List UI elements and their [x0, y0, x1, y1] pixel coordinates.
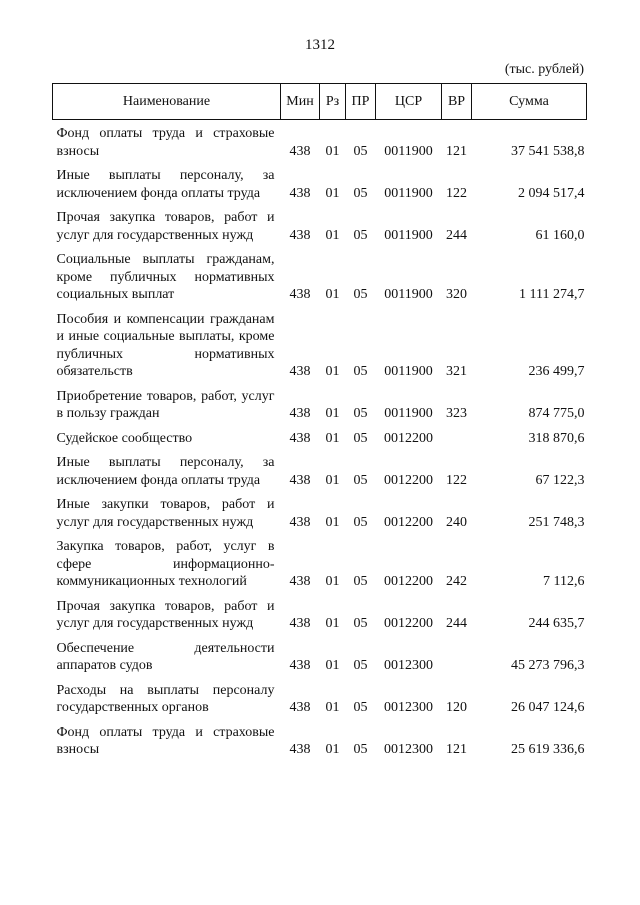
cell-pr: 05	[353, 364, 368, 379]
cell-vr: 244	[446, 227, 467, 243]
cell-min: 438	[289, 364, 311, 379]
cell-sum: 236 499,7	[528, 364, 585, 379]
table-row	[53, 679, 587, 721]
cell-rz: 01	[325, 227, 340, 243]
table-row	[53, 721, 587, 763]
header-rz: Рз	[320, 84, 346, 120]
cell-rz: 01	[325, 514, 340, 530]
cell-pr: 05	[353, 742, 368, 757]
cell-rz: 01	[325, 287, 340, 302]
table-row	[53, 595, 587, 637]
cell-min: 438	[289, 574, 311, 589]
cell-min: 438	[289, 514, 311, 530]
table-body	[53, 120, 587, 763]
cell-min: 438	[289, 472, 311, 488]
cell-pr: 05	[353, 287, 368, 302]
cell-vr: 121	[446, 143, 467, 159]
cell-pr: 05	[353, 472, 368, 488]
table-row	[53, 248, 587, 308]
cell-csr: 0012300	[384, 742, 433, 757]
cell-pr: 05	[353, 700, 368, 715]
cell-csr: 0011900	[384, 406, 433, 421]
table-row	[53, 308, 587, 385]
cell-min: 438	[289, 185, 311, 201]
cell-vr: 320	[446, 287, 467, 302]
cell-pr: 05	[353, 430, 368, 446]
cell-min: 438	[289, 742, 311, 757]
header-csr: ЦСР	[376, 84, 442, 120]
table-row	[53, 637, 587, 679]
cell-csr: 0012300	[384, 700, 433, 715]
cell-vr: 240	[446, 514, 467, 530]
cell-pr: 05	[353, 143, 368, 159]
header-row	[53, 84, 587, 120]
cell-rz: 01	[325, 143, 340, 159]
header-vr: ВР	[442, 84, 472, 120]
cell-sum: 251 748,3	[528, 514, 585, 530]
cell-min: 438	[289, 406, 311, 421]
cell-name: Закупка товаров, работ, услуг в сфере информационно-коммуникационных технологий	[56, 539, 275, 589]
cell-csr: 0011900	[384, 364, 433, 379]
cell-min: 438	[289, 700, 311, 715]
cell-sum: 45 273 796,3	[511, 658, 585, 673]
cell-vr: 121	[446, 742, 467, 757]
cell-name: Иные выплаты персоналу, за исключением фонда оплаты труда	[56, 455, 275, 488]
cell-pr: 05	[353, 616, 368, 631]
cell-name: Прочая закупка товаров, работ и услуг для государственных нужд	[56, 598, 275, 631]
header-sum: Сумма	[472, 84, 587, 120]
cell-csr: 0011900	[384, 227, 433, 243]
cell-sum: 1 111 274,7	[519, 287, 585, 302]
cell-vr: 323	[446, 406, 467, 421]
cell-sum: 67 122,3	[535, 472, 585, 488]
cell-pr: 05	[353, 658, 368, 673]
cell-vr: 242	[446, 574, 467, 589]
table-row	[53, 451, 587, 493]
header-name: Наименование	[53, 84, 281, 120]
cell-csr: 0012200	[384, 472, 433, 488]
cell-pr: 05	[353, 574, 368, 589]
cell-sum: 2 094 517,4	[518, 185, 585, 201]
cell-vr: 321	[446, 364, 467, 379]
header-pr: ПР	[346, 84, 376, 120]
table-row	[53, 164, 587, 206]
cell-csr: 0011900	[384, 287, 433, 302]
table-header	[53, 84, 587, 120]
cell-rz: 01	[325, 430, 340, 446]
table-row	[53, 206, 587, 248]
budget-table	[52, 83, 587, 763]
table-row	[53, 385, 587, 427]
cell-vr	[442, 427, 472, 452]
cell-min: 438	[289, 287, 311, 302]
cell-sum: 874 775,0	[528, 406, 585, 421]
cell-pr: 05	[353, 514, 368, 530]
cell-min: 438	[289, 227, 311, 243]
cell-sum: 61 160,0	[535, 227, 585, 243]
cell-csr: 0012200	[384, 514, 433, 530]
header-min: Мин	[281, 84, 320, 120]
cell-pr: 05	[353, 227, 368, 243]
cell-csr: 0011900	[384, 143, 433, 159]
cell-min: 438	[289, 430, 311, 446]
cell-sum: 244 635,7	[528, 616, 585, 631]
cell-name: Фонд оплаты труда и страховые взносы	[56, 126, 275, 159]
page-number: 1312	[305, 37, 335, 53]
cell-min: 438	[289, 658, 311, 673]
cell-csr: 0012300	[384, 658, 433, 673]
cell-min: 438	[289, 616, 311, 631]
cell-vr: 122	[446, 185, 467, 201]
cell-vr	[442, 637, 472, 679]
table-row	[53, 493, 587, 535]
cell-name: Фонд оплаты труда и страховые взносы	[56, 724, 275, 757]
cell-rz: 01	[325, 742, 340, 757]
units-label: (тыс. рублей)	[504, 62, 584, 77]
cell-sum: 26 047 124,6	[511, 700, 585, 715]
cell-name: Социальные выплаты гражданам, кроме публичных нормативных социальных выплат	[56, 252, 275, 302]
table-row	[53, 535, 587, 595]
cell-csr: 0012200	[384, 574, 433, 589]
cell-sum: 37 541 538,8	[511, 143, 585, 159]
cell-vr: 122	[446, 472, 467, 488]
table-row	[53, 120, 587, 165]
cell-csr: 0012200	[384, 616, 433, 631]
cell-sum: 25 619 336,6	[511, 742, 585, 757]
cell-sum: 318 870,6	[528, 430, 585, 446]
cell-pr: 05	[353, 185, 368, 201]
cell-sum: 7 112,6	[543, 574, 585, 589]
cell-csr: 0011900	[384, 185, 433, 201]
cell-vr: 120	[446, 700, 467, 715]
cell-name: Судейское сообщество	[56, 430, 193, 446]
cell-pr: 05	[353, 406, 368, 421]
cell-rz: 01	[325, 658, 340, 673]
cell-rz: 01	[325, 406, 340, 421]
cell-rz: 01	[325, 574, 340, 589]
cell-min: 438	[289, 143, 311, 159]
cell-vr: 244	[446, 616, 467, 631]
cell-rz: 01	[325, 616, 340, 631]
cell-csr: 0012200	[384, 430, 433, 446]
cell-rz: 01	[325, 700, 340, 715]
cell-name: Иные выплаты персоналу, за исключением фонда оплаты труда	[56, 168, 275, 201]
cell-rz: 01	[325, 364, 340, 379]
cell-rz: 01	[325, 185, 340, 201]
cell-name: Расходы на выплаты персоналу государственных органов	[56, 682, 275, 715]
cell-rz: 01	[325, 472, 340, 488]
table-row	[53, 427, 587, 452]
cell-name: Обеспечение деятельности аппаратов судов	[56, 640, 275, 673]
cell-name: Приобретение товаров, работ, услуг в пользу граждан	[56, 388, 275, 421]
cell-name: Пособия и компенсации гражданам и иные социальные выплаты, кроме публичных нормативных обязательств	[56, 311, 275, 379]
cell-name: Прочая закупка товаров, работ и услуг для государственных нужд	[56, 210, 275, 243]
cell-name: Иные закупки товаров, работ и услуг для государственных нужд	[56, 497, 275, 530]
